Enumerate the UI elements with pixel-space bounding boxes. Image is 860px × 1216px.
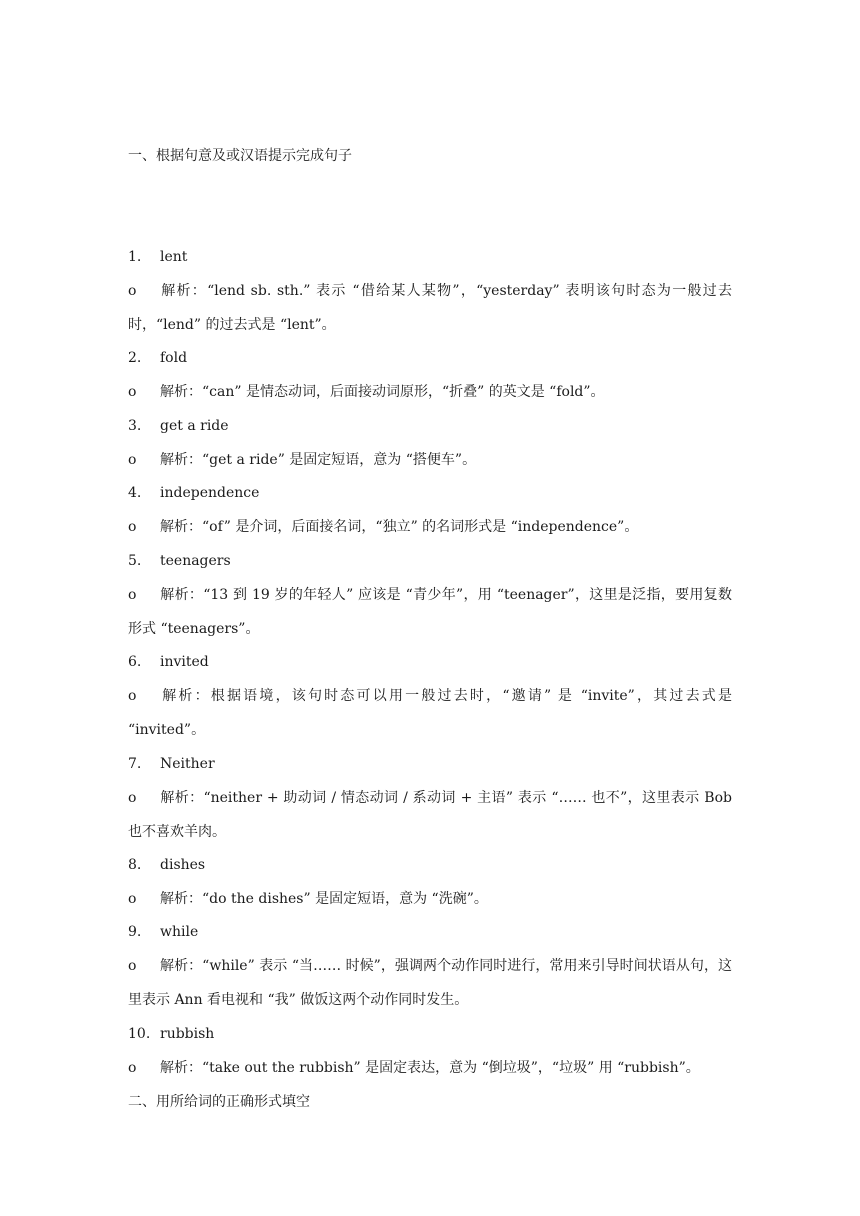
bullet-marker: o xyxy=(128,688,137,704)
answer-text: dishes xyxy=(160,857,206,873)
item-number: 2. xyxy=(128,350,142,366)
item-number: 3. xyxy=(128,418,142,434)
bullet-marker: o xyxy=(128,790,137,806)
bullet-marker: o xyxy=(128,452,137,468)
answer-line-10 xyxy=(128,1024,214,1044)
item-number: 10. xyxy=(128,1026,151,1042)
explanation-4 xyxy=(128,510,732,544)
answer-text: teenagers xyxy=(160,553,231,569)
bullet-marker: o xyxy=(128,587,137,603)
answer-line-2 xyxy=(128,348,187,368)
explanation-7 xyxy=(128,781,732,849)
answer-text: rubbish xyxy=(160,1026,215,1042)
explanation-text: 解析：“neither + 助动词 / 情态动词 / 系动词 + 主语” 表示 “…… 也不”，这里表示 Bob 也不喜欢羊肉。 xyxy=(128,790,732,840)
section-1-title: 一、根据句意及或汉语提示完成句子 xyxy=(128,148,352,164)
explanation-text: 解析：“take out the rubbish” 是固定表达，意为 “倒垃圾”，“垃圾” 用 “rubbish”。 xyxy=(160,1060,700,1076)
item-number: 1. xyxy=(128,249,142,265)
answer-line-4 xyxy=(128,483,259,503)
explanation-1 xyxy=(128,274,732,342)
answer-line-8 xyxy=(128,855,205,875)
answer-line-7 xyxy=(128,754,215,774)
explanation-9 xyxy=(128,949,732,1017)
item-number: 7. xyxy=(128,756,142,772)
explanation-text: 解析：“get a ride” 是固定短语，意为 “搭便车”。 xyxy=(160,452,477,468)
item-number: 8. xyxy=(128,857,142,873)
answer-text: while xyxy=(160,924,199,940)
bullet-marker: o xyxy=(128,519,137,535)
item-number: 6. xyxy=(128,654,142,670)
explanation-8 xyxy=(128,882,732,916)
answer-text: invited xyxy=(160,654,209,670)
explanation-text: 解析：“lend sb. sth.” 表示 “借给某人某物”，“yesterday” 表明该句时态为一般过去时，“lend” 的过去式是 “lent”。 xyxy=(128,283,732,333)
answer-text: fold xyxy=(160,350,188,366)
answer-text: Neither xyxy=(160,756,215,772)
answer-line-1 xyxy=(128,247,187,267)
bullet-marker: o xyxy=(128,958,137,974)
explanation-2 xyxy=(128,375,732,409)
item-number: 4. xyxy=(128,485,142,501)
explanation-text: 解析：“13 到 19 岁的年轻人” 应该是 “青少年”，用 “teenager”，这里是泛指，要用复数形式 “teenagers”。 xyxy=(128,587,732,637)
explanation-text: 解析：“of” 是介词，后面接名词，“独立” 的名词形式是 “independence”。 xyxy=(160,519,639,535)
answer-text: independence xyxy=(160,485,260,501)
answer-line-9 xyxy=(128,922,198,942)
explanation-text: 解析：根据语境，该句时态可以用一般过去时，“邀请” 是 “invite”，其过去式是 “invited”。 xyxy=(128,688,732,738)
explanation-3 xyxy=(128,443,732,477)
item-number: 5. xyxy=(128,553,142,569)
bullet-marker: o xyxy=(128,891,137,907)
item-number: 9. xyxy=(128,924,142,940)
explanation-text: 解析：“can” 是情态动词，后面接动词原形，“折叠” 的英文是 “fold”。 xyxy=(160,384,605,400)
bullet-marker: o xyxy=(128,384,137,400)
answer-line-3 xyxy=(128,416,229,436)
answer-text: get a ride xyxy=(160,418,229,434)
bullet-marker: o xyxy=(128,283,137,299)
explanation-text: 解析：“while” 表示 “当…… 时候”，强调两个动作同时进行，常用来引导时间状语从句，这里表示 Ann 看电视和 “我” 做饭这两个动作同时发生。 xyxy=(128,958,732,1008)
bullet-marker: o xyxy=(128,1060,137,1076)
explanation-6 xyxy=(128,679,732,747)
explanation-10 xyxy=(128,1051,732,1085)
answer-text: lent xyxy=(160,249,188,265)
explanation-5 xyxy=(128,578,732,646)
answer-line-6 xyxy=(128,652,209,672)
answer-line-5 xyxy=(128,551,231,571)
section-2-title: 二、用所给词的正确形式填空 xyxy=(128,1094,310,1110)
explanation-text: 解析：“do the dishes” 是固定短语，意为 “洗碗”。 xyxy=(160,891,488,907)
